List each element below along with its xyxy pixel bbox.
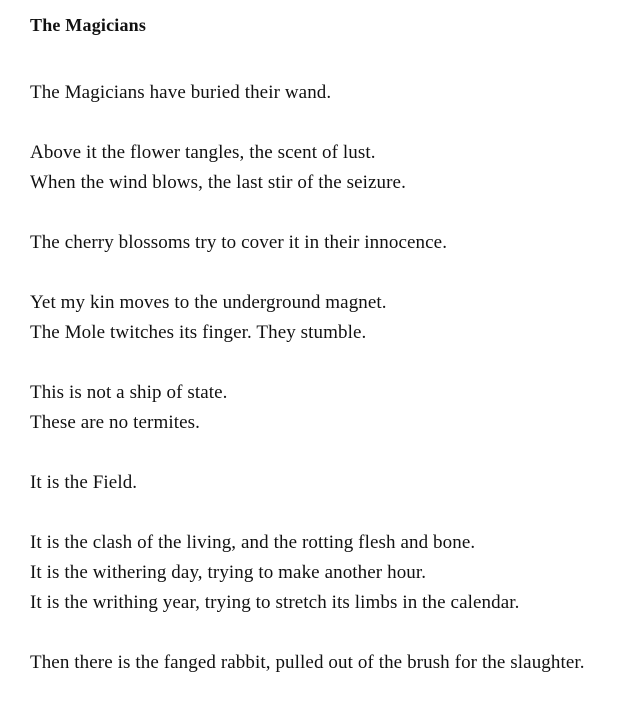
poem-line: These are no termites. [30, 412, 200, 433]
poem-line: Then there is the fanged rabbit, pulled out of the brush for the slaughter. [30, 652, 585, 673]
stanza [30, 468, 608, 498]
poem-body [30, 78, 608, 678]
poem-line: It is the clash of the living, and the rotting flesh and bone. [30, 532, 476, 553]
poem-line: It is the writhing year, trying to stretch its limbs in the calendar. [30, 592, 520, 613]
poem-line: It is the withering day, trying to make another hour. [30, 562, 427, 583]
stanza [30, 228, 608, 258]
poem-line: When the wind blows, the last stir of the seizure. [30, 172, 406, 193]
stanza [30, 138, 608, 198]
poem-line: The Mole twitches its finger. They stumble. [30, 322, 367, 343]
poem-line: The cherry blossoms try to cover it in their innocence. [30, 232, 448, 253]
poem-line: Yet my kin moves to the underground magnet. [30, 292, 387, 313]
stanza [30, 288, 608, 348]
stanza [30, 78, 608, 108]
poem-line: The Magicians have buried their wand. [30, 82, 332, 103]
poem-line: Above it the flower tangles, the scent of lust. [30, 142, 376, 163]
stanza [30, 528, 608, 618]
poem-title: The Magicians [30, 15, 147, 35]
stanza [30, 378, 608, 438]
poem-line: It is the Field. [30, 472, 138, 493]
stanza [30, 648, 608, 678]
poem-line: This is not a ship of state. [30, 382, 228, 403]
